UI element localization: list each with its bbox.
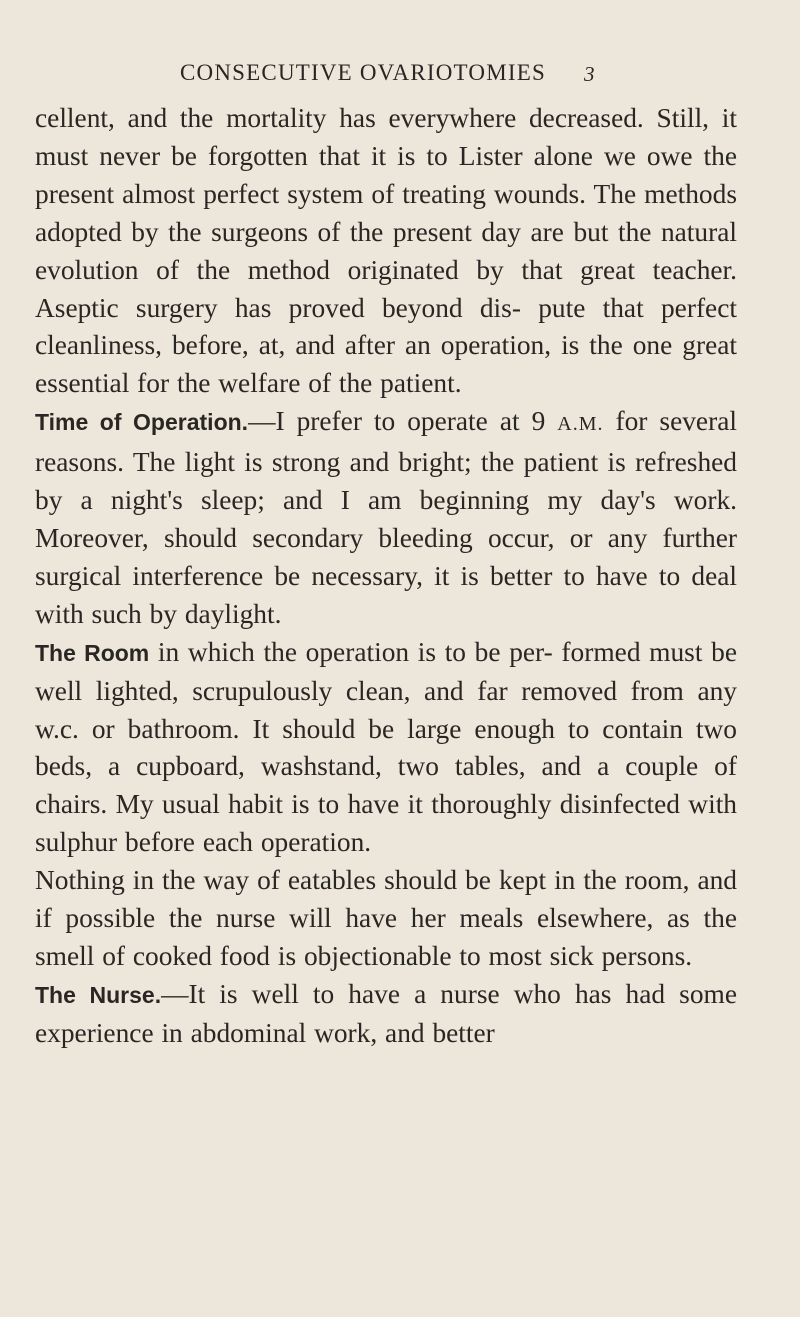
- paragraph-1: cellent, and the mortality has everywhere decreased. Still, it must never be forgotten that it is to Lister alone we owe the present almost perfect system of treating wounds. The methods adopted by the surgeons of the present day are but the natural evolution of the method originated by that great teacher. Aseptic surgery has proved beyond dis- pute that perfect cleanliness, before, at, and after an operation, is the one great essential for the welfare of the patient.: [35, 103, 737, 399]
- section-heading-time-of-operation: Time of Operation.: [35, 409, 249, 436]
- running-head: CONSECUTIVE OVARIOTOMIES: [180, 60, 546, 85]
- paragraph-3: [35, 634, 737, 862]
- paragraph-3-text: in which the operation is to be per- formed must be well lighted, scrupulously clean, and far removed from any w.c. or bathroom. It should be large enough to contain two beds, a cupboard, washstand, two tables, and a couple of chairs. My usual habit is to have it thoroughly disinfected with sulphur before each operation.: [35, 636, 737, 858]
- paragraph-2-text-a: —I prefer to operate at 9: [248, 406, 558, 437]
- page-number: 3: [584, 62, 595, 86]
- section-heading-the-nurse: The Nurse.: [35, 981, 162, 1008]
- paragraph-5: [35, 976, 737, 1053]
- paragraph-2-text-b: for several reasons. The light is strong and bright; the patient is refreshed by a night's sleep; and I am beginning my day's work. Moreover, should secondary bleeding occur, or any further surgical interference be necessary, it is better to have to deal with such by daylight.: [35, 406, 737, 629]
- body-text: [35, 100, 737, 1053]
- time-am: A.M.: [557, 413, 604, 436]
- paragraph-4: Nothing in the way of eatables should be kept in the room, and if possible the nurse will have her meals elsewhere, as the smell of cooked food is objectionable to most sick persons.: [35, 865, 737, 971]
- paragraph-2: [35, 403, 737, 633]
- paragraph-5-text: —It is well to have a nurse who has had some experience in abdominal work, and better: [35, 978, 737, 1048]
- section-heading-the-room: The Room: [35, 639, 150, 666]
